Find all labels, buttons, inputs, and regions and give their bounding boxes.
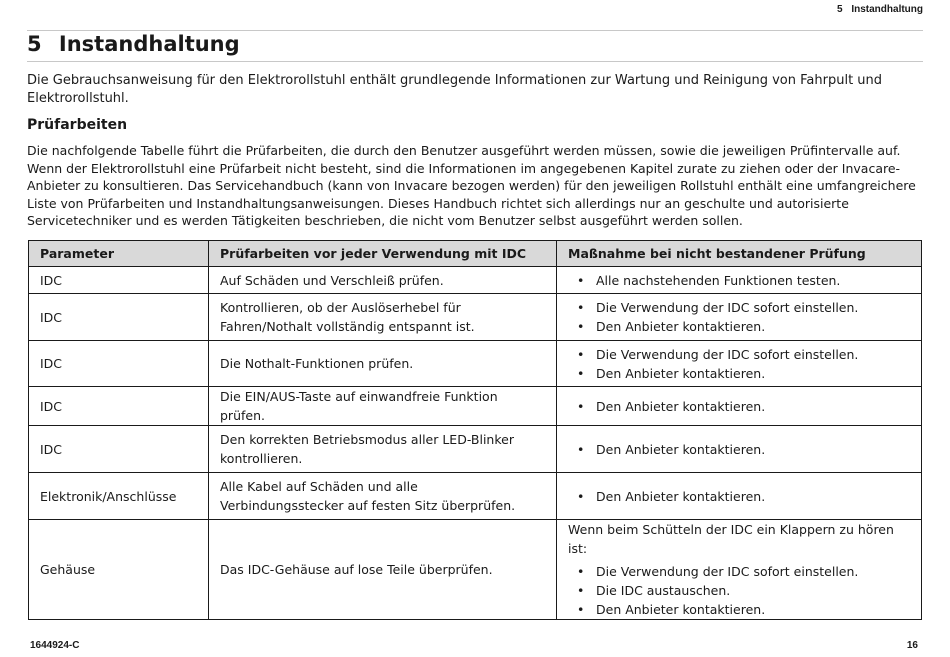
action-item: • Die Verwendung der IDC sofort einstellen. [568, 562, 910, 581]
cell-parameter: IDC [29, 294, 209, 341]
cell-check: Den korrekten Betriebsmodus aller LED-Blinker kontrollieren. [209, 426, 557, 473]
action-item: • Die Verwendung der IDC sofort einstellen. [568, 298, 910, 317]
cell-check: Auf Schäden und Verschleiß prüfen. [209, 267, 557, 294]
action-list [568, 298, 910, 336]
header-rule [27, 30, 923, 31]
table-row [29, 520, 922, 620]
running-header: 5 Instandhaltung [837, 4, 923, 15]
action-item: • Den Anbieter kontaktieren. [568, 487, 910, 506]
table-row [29, 473, 922, 520]
cell-check: Das IDC-Gehäuse auf lose Teile überprüfen. [209, 520, 557, 620]
action-item: • Den Anbieter kontaktieren. [568, 317, 910, 336]
cell-action [557, 294, 922, 341]
cell-parameter: IDC [29, 426, 209, 473]
cell-action [557, 267, 922, 294]
cell-parameter: Gehäuse [29, 520, 209, 620]
action-item: • Die Verwendung der IDC sofort einstellen. [568, 345, 910, 364]
action-item: • Den Anbieter kontaktieren. [568, 397, 910, 416]
table-body [29, 267, 922, 620]
action-item: • Die IDC austauschen. [568, 581, 910, 600]
action-item: • Alle nachstehenden Funktionen testen. [568, 271, 910, 290]
action-list [568, 345, 910, 383]
header-parameter: Parameter [29, 241, 209, 267]
action-list [568, 397, 910, 416]
inspection-table [28, 240, 922, 620]
cell-parameter: Elektronik/Anschlüsse [29, 473, 209, 520]
section-heading: Prüfarbeiten [27, 117, 128, 133]
cell-check: Alle Kabel auf Schäden und alle Verbindungsstecker auf festen Sitz überprüfen. [209, 473, 557, 520]
cell-action [557, 520, 922, 620]
chapter-intro: Die Gebrauchsanweisung für den Elektrorollstuhl enthält grundlegende Informationen zur Wartung und Reinigung von Fahrpult und Elektrorollstuhl. [27, 73, 883, 106]
cell-check: Die Nothalt-Funktionen prüfen. [209, 341, 557, 387]
title-rule [27, 61, 923, 62]
action-item: • Den Anbieter kontaktieren. [568, 440, 910, 459]
action-list [568, 271, 910, 290]
table-row [29, 341, 922, 387]
cell-parameter: IDC [29, 341, 209, 387]
cell-action [557, 341, 922, 387]
action-list [568, 487, 910, 506]
table-row [29, 294, 922, 341]
action-list [568, 562, 910, 619]
action-item: • Den Anbieter kontaktieren. [568, 364, 910, 383]
section-body: Die nachfolgende Tabelle führt die Prüfarbeiten, die durch den Benutzer ausgeführt werden müssen, sowie die jeweiligen Prüfintervalle auf. Wenn der Elektrorollstuhl eine Prüfarbeit nicht besteht, sind die Informationen im angegebenen Kapitel zurate zu ziehen oder der Invacare-Anbieter zu konsultieren. Das Servicehandbuch (kann von Invacare bezogen werden) für den jeweiligen Rollstuhl enthält eine umfangreichere Liste von Prüfarbeiten und Instandhaltungsanweisungen. Dieses Handbuch richtet sich allerdings nur an geschulte und autorisierte Servicetechniker und es werden Tätigkeiten beschrieben, die nicht vom Benutzer selbst ausgeführt werden sollen. [27, 143, 916, 228]
cell-check: Kontrollieren, ob der Auslöserhebel für Fahren/Nothalt vollständig entspannt ist. [209, 294, 557, 341]
cell-check: Die EIN/AUS-Taste auf einwandfreie Funktion prüfen. [209, 387, 557, 426]
cell-parameter: IDC [29, 267, 209, 294]
page-number: 16 [906, 640, 918, 651]
document-number: 1644924-C [30, 640, 80, 651]
action-note: Wenn beim Schütteln der IDC ein Klappern zu hören ist: [568, 522, 894, 556]
cell-action [557, 387, 922, 426]
table-row [29, 267, 922, 294]
chapter-title: 5 Instandhaltung [27, 32, 240, 56]
header-action: Maßnahme bei nicht bestandener Prüfung [557, 241, 922, 267]
table-header-row [29, 241, 922, 267]
header-check: Prüfarbeiten vor jeder Verwendung mit IDC [209, 241, 557, 267]
cell-action [557, 473, 922, 520]
table-row [29, 426, 922, 473]
action-item: • Den Anbieter kontaktieren. [568, 600, 910, 619]
cell-parameter: IDC [29, 387, 209, 426]
cell-action [557, 426, 922, 473]
action-list [568, 440, 910, 459]
table-row [29, 387, 922, 426]
